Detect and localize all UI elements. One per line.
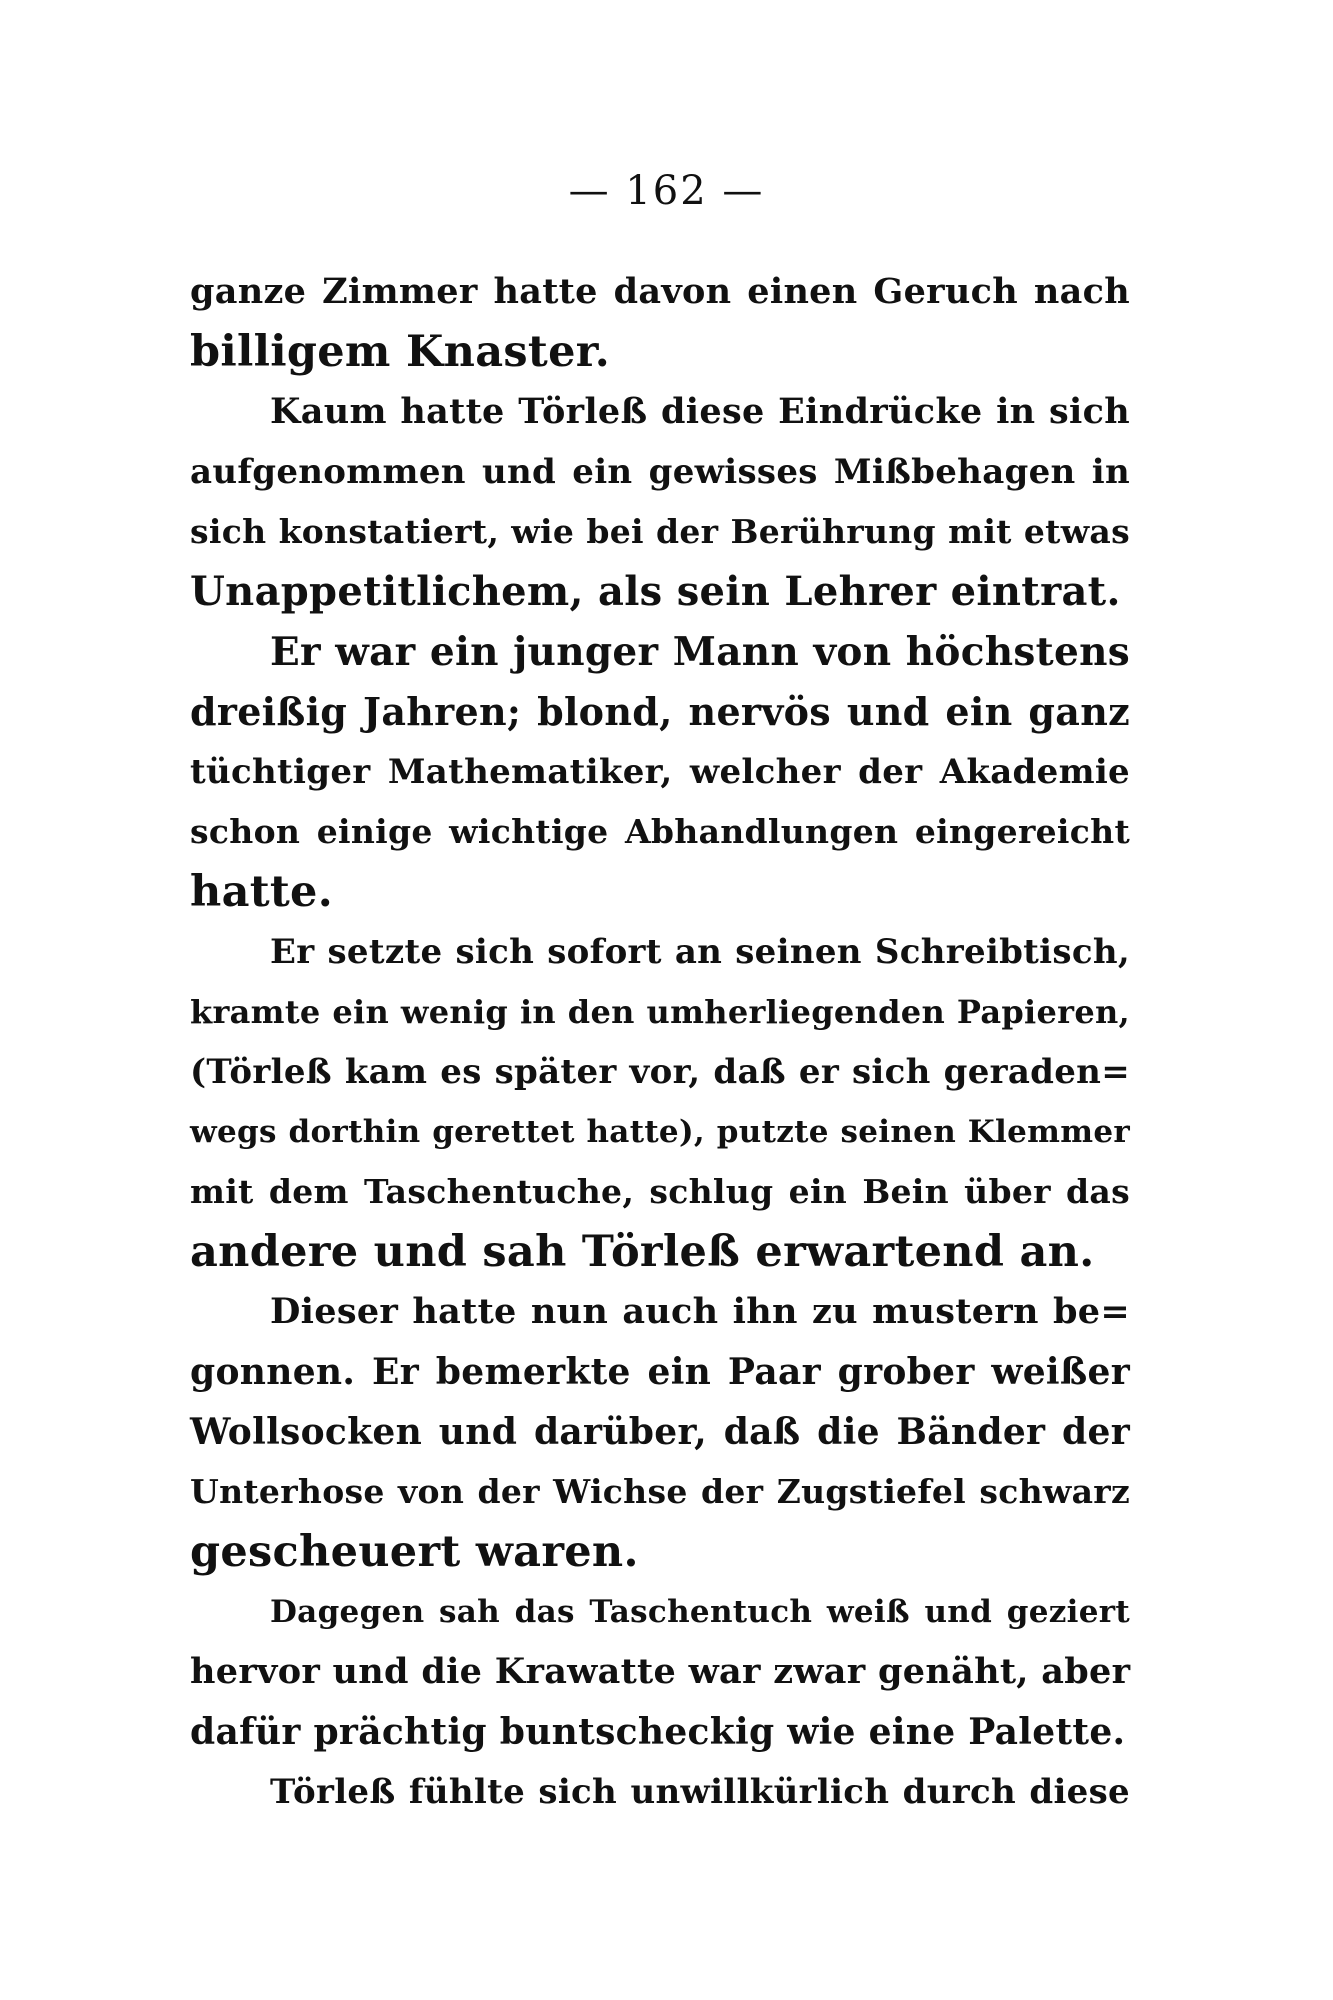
text-line: Dagegen sah das Taschentuch weiß und geziert xyxy=(270,1594,1130,1630)
text-line: Unappetitlichem, als sein Lehrer eintrat. xyxy=(190,568,1121,615)
text-line: andere und sah Törleß erwartend an. xyxy=(190,1227,1095,1277)
text-line: wegs dorthin gerettet hatte), putzte seinen Klemmer xyxy=(190,1114,1130,1150)
text-line: dreißig Jahren; blond, nervös und ein ganz xyxy=(190,689,1130,734)
text-line: schon einige wichtige Abhandlungen eingereicht xyxy=(190,812,1130,851)
text-line: tüchtiger Mathematiker, welcher der Akademie xyxy=(190,752,1130,792)
text-line: sich konstatiert, wie bei der Berührung mit etwas xyxy=(190,512,1130,551)
text-line: Wollsocken und darüber, daß die Bänder der xyxy=(190,1411,1130,1453)
text-line: Er war ein junger Mann von höchstens xyxy=(270,629,1130,675)
text-line: hervor und die Krawatte war zwar genäht, aber xyxy=(190,1651,1131,1692)
text-line: Unterhose von der Wichse der Zugstiefel schwarz xyxy=(190,1472,1130,1511)
body-text xyxy=(190,262,1130,1822)
text-line: Kaum hatte Törleß diese Eindrücke in sich xyxy=(270,391,1130,432)
text-line: billigem Knaster. xyxy=(190,327,611,377)
text-line: Dieser hatte nun auch ihn zu mustern be= xyxy=(270,1291,1130,1332)
page-number: — 162 — xyxy=(568,168,765,214)
text-line: dafür prächtig buntscheckig wie eine Palette. xyxy=(190,1711,1126,1753)
text-line: gescheuert waren. xyxy=(190,1527,639,1577)
text-line: kramte ein wenig in den umherliegenden Papieren, xyxy=(190,993,1130,1031)
text-line: (Törleß kam es später vor, daß er sich geraden= xyxy=(190,1052,1130,1092)
text-line: Er setzte sich sofort an seinen Schreibtisch, xyxy=(270,932,1130,972)
text-line: mit dem Taschentuche, schlug ein Bein über das xyxy=(190,1172,1130,1211)
text-line: aufgenommen und ein gewisses Mißbehagen in xyxy=(190,452,1130,492)
text-line: Törleß fühlte sich unwillkürlich durch diese xyxy=(270,1772,1130,1812)
text-line: hatte. xyxy=(190,867,333,917)
text-line: gonnen. Er bemerkte ein Paar grober weißer xyxy=(190,1351,1130,1393)
text-line: ganze Zimmer hatte davon einen Geruch nach xyxy=(190,271,1130,312)
